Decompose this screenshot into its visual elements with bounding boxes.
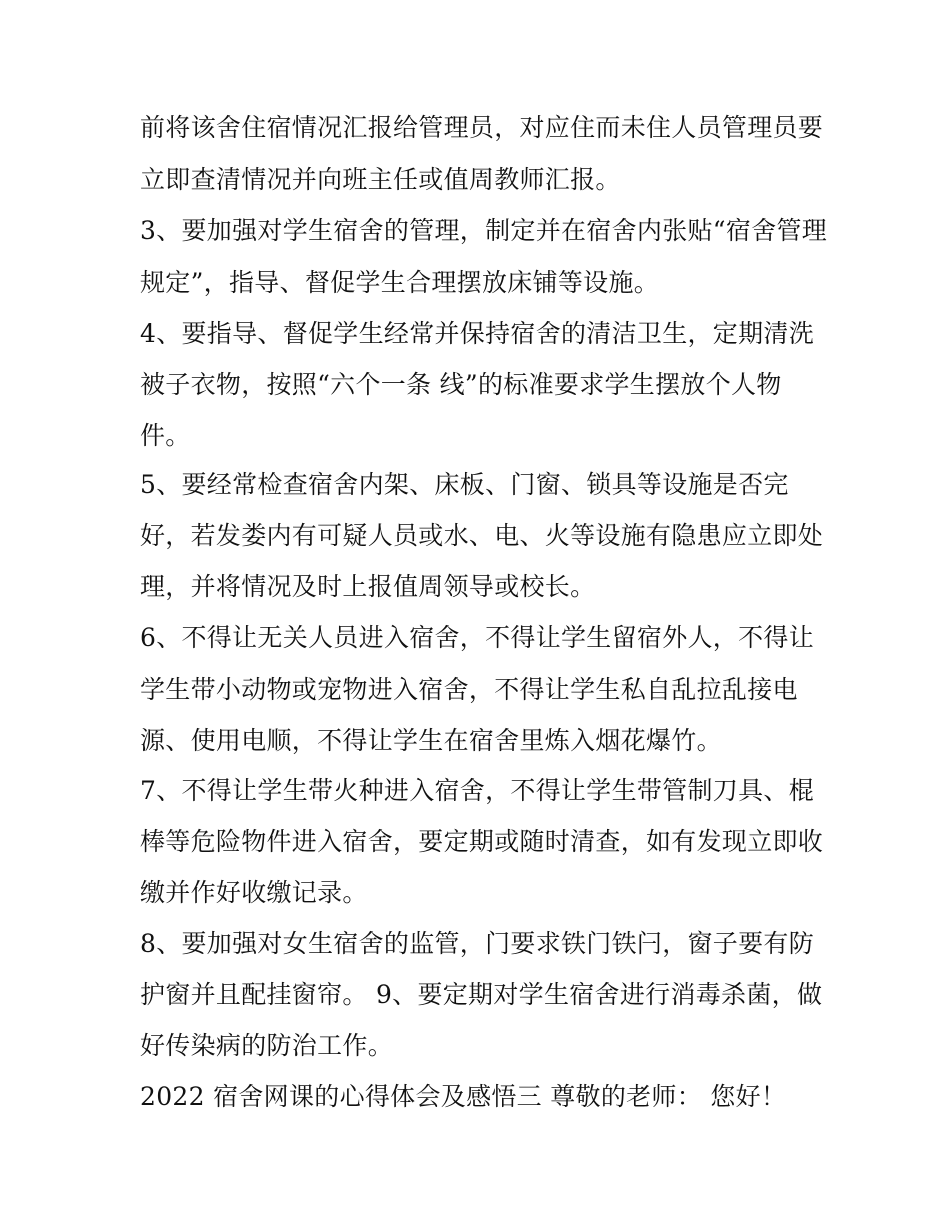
text-line: 缴并作好收缴记录。 (140, 878, 368, 907)
text-line: 规定”，指导、督促学生合理摆放床铺等设施。 (140, 268, 660, 297)
text-line: 学生带小动物或宠物进入宿舍，不得让学生私自乱拉乱接电 (140, 675, 798, 704)
text-line: 源、使用电顺，不得让学生在宿舍里炼入烟花爆竹。 (140, 726, 722, 755)
heading-line: 2022 宿舍网课的心得体会及感悟三 尊敬的老师： 您好！ (140, 1082, 787, 1111)
text-line: 理，并将情况及时上报值周领导或校长。 (140, 572, 596, 601)
text-line: 件。 (140, 421, 191, 450)
text-line: 5、要经常检查宿舍内架、床板、门窗、锁具等设施是否完 (140, 470, 789, 499)
text-line: 棒等危险物件进入宿舍，要定期或随时清查，如有发现立即收 (140, 827, 824, 856)
text-line: 8、要加强对女生宿舍的监管，门要求铁门铁闩，窗子要有防 (140, 929, 815, 958)
text-line: 4、要指导、督促学生经常并保持宿舍的清洁卫生，定期清洗 (140, 319, 815, 348)
text-line: 7、不得让学生带火种进入宿舍，不得让学生带管制刀具、棍 (140, 776, 815, 805)
text-line: 立即查清情况并向班主任或值周教师汇报。 (140, 165, 621, 194)
text-line: 好，若发娄内有可疑人员或水、电、火等设施有隐患应立即处 (140, 521, 824, 550)
text-line: 被子衣物，按照“六个一条 线”的标准要求学生摆放个人物 (140, 370, 782, 399)
text-line: 护窗并且配挂窗帘。 9、要定期对学生宿舍进行消毒杀菌，做 (140, 980, 823, 1009)
text-line: 前将该舍住宿情况汇报给管理员，对应住而未住人员管理员要 (140, 113, 824, 142)
text-line: 3、要加强对学生宿舍的管理，制定并在宿舍内张贴“宿舍管理 (140, 216, 828, 245)
text-line: 好传染病的防治工作。 (140, 1031, 394, 1060)
text-line: 6、不得让无关人员进入宿舍，不得让学生留宿外人，不得让 (140, 623, 815, 652)
